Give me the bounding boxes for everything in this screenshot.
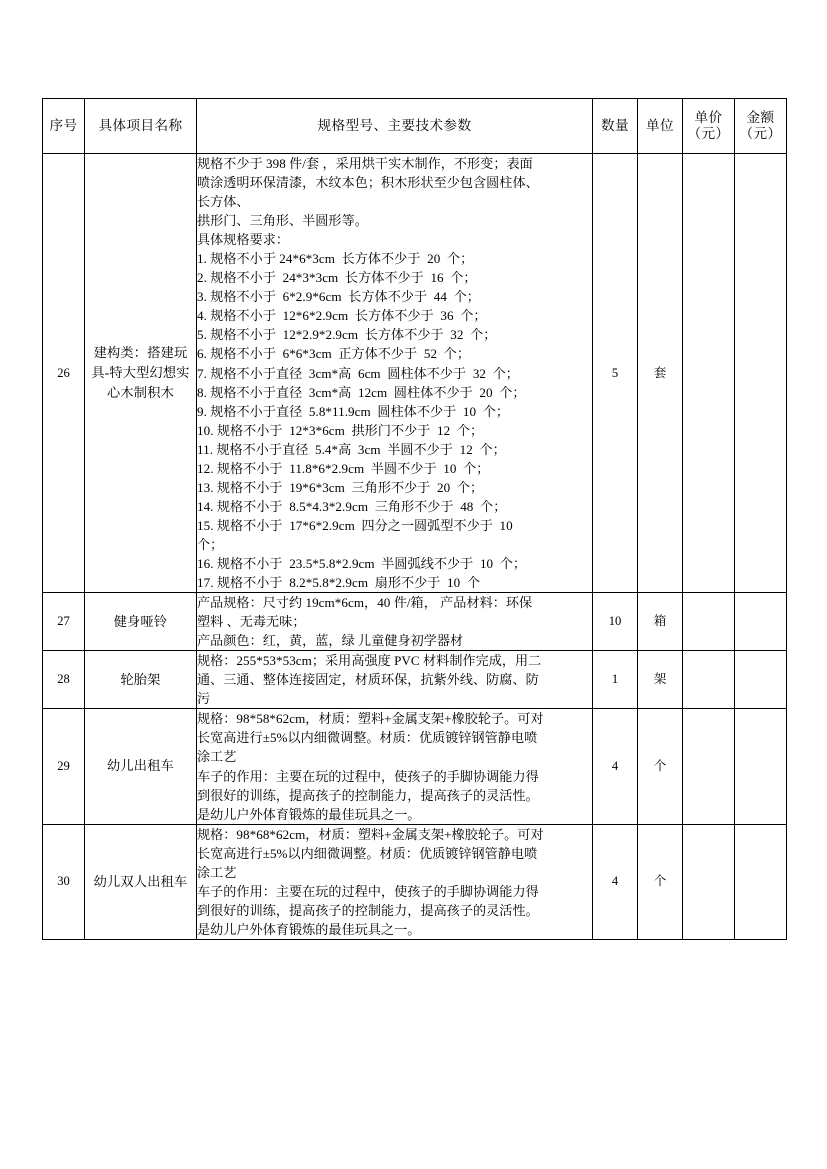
specification-line: 7. 规格不小于直径 3cm*高 6cm 圆柱体不少于 32 个； (197, 365, 519, 381)
table-row (43, 651, 787, 709)
cell-sequence-number: 27 (43, 593, 85, 651)
cell-specification (197, 593, 593, 651)
table-row (43, 593, 787, 651)
specification-line: 4. 规格不小于 12*6*2.9cm 长方体不少于 36 个； (197, 308, 487, 324)
header-price-unit: （元） (687, 126, 730, 141)
specification-line: 规格：98*68*62cm，材质：塑料+金属支架+橡胶轮子。可对 (197, 826, 544, 842)
specification-line: 车子的作用：主要在玩的过程中，使孩子的手脚协调能力得 (197, 883, 539, 899)
header-price-label: 单价 (694, 109, 723, 125)
cell-unit: 个 (638, 709, 683, 824)
specification-line: 喷涂透明环保清漆，木纹本色；积木形状至少包含圆柱体、 (197, 175, 539, 191)
specification-line: 13. 规格不小于 19*6*3cm 三角形不少于 20 个； (197, 479, 484, 495)
specification-line: 12. 规格不小于 11.8*6*2.9cm 半圆不少于 10 个； (197, 460, 490, 476)
specification-line: 11. 规格不小于直径 5.4*高 3cm 半圆不少于 12 个； (197, 441, 506, 457)
cell-amount[interactable] (735, 651, 787, 709)
specification-line: 3. 规格不小于 6*2.9*6cm 长方体不少于 44 个； (197, 289, 480, 305)
specification-line: 是幼儿户外体育锻炼的最佳玩具之一。 (197, 921, 421, 937)
specification-line: 长宽高进行±5%以内细微调整。材质：优质镀锌钢管静电喷 (197, 730, 538, 746)
specification-line: 塑料 、无毒无味； (197, 614, 306, 630)
cell-sequence-number: 30 (43, 824, 85, 939)
cell-unit: 架 (638, 651, 683, 709)
table-row (43, 709, 787, 824)
cell-amount[interactable] (735, 709, 787, 824)
cell-unit: 箱 (638, 593, 683, 651)
specification-line: 长宽高进行±5%以内细微调整。材质：优质镀锌钢管静电喷 (197, 845, 538, 861)
cell-unit-price[interactable] (683, 154, 735, 593)
specification-line: 个； (197, 536, 224, 552)
cell-quantity: 10 (593, 593, 638, 651)
cell-unit: 个 (638, 824, 683, 939)
cell-amount[interactable] (735, 154, 787, 593)
table-row (43, 824, 787, 939)
header-cell-qty: 数量 (593, 99, 638, 154)
table-row (43, 154, 787, 593)
specification-line: 污 (197, 691, 211, 707)
specification-line: 1. 规格不小于 24*6*3cm 长方体不少于 20 个； (197, 251, 474, 267)
specification-line: 17. 规格不小于 8.2*5.8*2.9cm 扇形不少于 10 个 (197, 575, 481, 591)
header-amount-label: 金额 (746, 109, 775, 125)
cell-quantity: 5 (593, 154, 638, 593)
specification-line: 15. 规格不小于 17*6*2.9cm 四分之一圆弧型不少于 10 (197, 517, 513, 533)
cell-quantity: 4 (593, 709, 638, 824)
specification-line: 到很好的训练，提高孩子的控制能力，提高孩子的灵活性。 (197, 902, 539, 918)
specification-line: 规格不少于 398 件/套 ，采用烘干实木制作，不形变；表面 (197, 156, 533, 171)
cell-quantity: 1 (593, 651, 638, 709)
specification-line: 5. 规格不小于 12*2.9*2.9cm 长方体不少于 32 个； (197, 327, 497, 343)
cell-item-name: 建构类：搭建玩具-特大型幻想实心木制积木 (85, 154, 197, 593)
specification-line: 9. 规格不小于直径 5.8*11.9cm 圆柱体不少于 10 个； (197, 403, 510, 419)
cell-unit: 套 (638, 154, 683, 593)
cell-unit-price[interactable] (683, 593, 735, 651)
specification-line: 6. 规格不小于 6*6*3cm 正方体不少于 52 个； (197, 346, 470, 362)
header-amount-unit: （元） (739, 126, 782, 141)
cell-item-name: 轮胎架 (85, 651, 197, 709)
specification-line: 具体规格要求： (197, 232, 290, 248)
table-body (43, 154, 787, 940)
table-header-row (43, 99, 787, 154)
specification-line: 规格：255*53*53cm；采用高强度 PVC 材料制作完成，用二 (197, 653, 542, 669)
specification-line: 10. 规格不小于 12*3*6cm 拱形门不少于 12 个； (197, 422, 484, 438)
cell-item-name: 幼儿双人出租车 (85, 824, 197, 939)
cell-item-name: 幼儿出租车 (85, 709, 197, 824)
specification-line: 到很好的训练，提高孩子的控制能力，提高孩子的灵活性。 (197, 787, 539, 803)
header-cell-unit: 单位 (638, 99, 683, 154)
specification-line: 长方体、 (197, 194, 250, 210)
header-cell-amount (735, 99, 787, 154)
specification-line: 是幼儿户外体育锻炼的最佳玩具之一。 (197, 806, 421, 822)
header-cell-price (683, 99, 735, 154)
specification-line: 16. 规格不小于 23.5*5.8*2.9cm 半圆弧线不少于 10 个； (197, 555, 527, 571)
cell-sequence-number: 29 (43, 709, 85, 824)
header-cell-seq: 序号 (43, 99, 85, 154)
specification-line: 规格：98*58*62cm，材质：塑料+金属支架+橡胶轮子。可对 (197, 711, 544, 727)
cell-sequence-number: 26 (43, 154, 85, 593)
specification-line: 拱形门、三角形、半圆形等。 (197, 213, 368, 229)
header-cell-spec: 规格型号、主要技术参数 (197, 99, 593, 154)
specification-line: 通、三通、整体连接固定，材质环保，抗紫外线、防腐、防 (197, 672, 539, 688)
specification-line: 涂工艺 (197, 864, 237, 880)
specification-line: 8. 规格不小于直径 3cm*高 12cm 圆柱体不少于 20 个； (197, 384, 526, 400)
cell-quantity: 4 (593, 824, 638, 939)
cell-amount[interactable] (735, 824, 787, 939)
cell-unit-price[interactable] (683, 709, 735, 824)
specification-table (42, 98, 787, 940)
cell-sequence-number: 28 (43, 651, 85, 709)
specification-line: 2. 规格不小于 24*3*3cm 长方体不少于 16 个； (197, 270, 477, 286)
specification-line: 产品颜色：红，黄，蓝，绿 儿童健身初学器材 (197, 633, 464, 649)
specification-line: 14. 规格不小于 8.5*4.3*2.9cm 三角形不少于 48 个； (197, 498, 507, 514)
cell-specification (197, 154, 593, 593)
cell-amount[interactable] (735, 593, 787, 651)
cell-specification (197, 709, 593, 824)
header-cell-name: 具体项目名称 (85, 99, 197, 154)
cell-specification (197, 651, 593, 709)
cell-specification (197, 824, 593, 939)
specification-line: 产品规格：尺寸约 19cm*6cm，40 件/箱， 产品材料：环保 (197, 595, 533, 611)
cell-item-name: 健身哑铃 (85, 593, 197, 651)
cell-unit-price[interactable] (683, 651, 735, 709)
cell-unit-price[interactable] (683, 824, 735, 939)
specification-line: 涂工艺 (197, 749, 237, 765)
specification-line: 车子的作用：主要在玩的过程中，使孩子的手脚协调能力得 (197, 768, 539, 784)
